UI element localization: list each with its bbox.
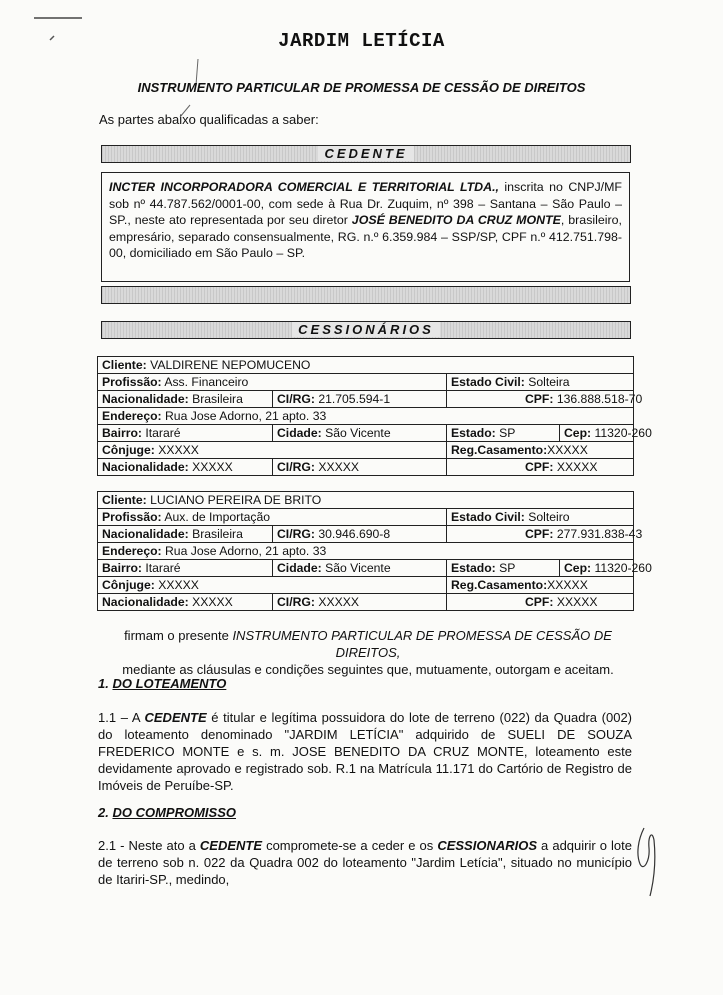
section-1-number: 1. [98,676,109,691]
conjuge-value: XXXXX [158,577,199,592]
profissao-label: Profissão: [102,374,162,389]
estado-civil-label: Estado Civil: [451,374,525,389]
cedente-box [101,172,630,282]
firmam-italic: INSTRUMENTO PARTICULAR DE PROMESSA DE CESSÃO DE DIREITOS, [232,628,612,660]
conj-cirg-label: CI/RG: [277,459,315,474]
estado-civil-label: Estado Civil: [451,509,525,524]
estado-value: SP [499,425,516,440]
table-row [98,560,634,577]
endereco-label: Endereço: [102,543,162,558]
firmam-pre: firmam o presente [124,628,233,643]
cedente-text-2: , brasileiro, empresário, separado consensualmente, RG. n.º 6.359.984 – SSP/SP, CPF n.º 412.751.798-00, domiciliado em São Paulo – SP. [109,213,622,260]
estado-civil-value: Solteira [528,374,570,389]
table-row [98,442,634,459]
clause-1-1-text: é titular e legítima possuidora do lote de terreno (022) da Quadra (002) do loteamento denominado "JARDIM LETÍCIA" adquirido de SUELI DE SOUZA FREDERICO MONTE e s. m. JOSE BENEDITO DA CRUZ MONTE, loteamento este devidamente aprovado e registrado sob. R.1 na Matrícula 11.171 do Cartório de Registro de Imóveis de Peruíbe-SP. [98,710,633,793]
firmam-paragraph [98,627,638,678]
conj-cpf-label: CPF: [525,594,554,609]
table-row [98,408,634,425]
cidade-label: Cidade: [277,425,322,440]
table-row [98,492,634,509]
reg-casamento-label: Reg.Casamento: [451,442,548,457]
bairro-label: Bairro: [102,425,142,440]
document-subtitle: INSTRUMENTO PARTICULAR DE PROMESSA DE CESSÃO DE DIREITOS [137,80,586,95]
cep-value: 11320-260 [594,560,652,575]
endereco-value: Rua Jose Adorno, 21 apto. 33 [165,408,327,423]
conj-nacionalidade-value: XXXXX [192,459,233,474]
cpf-value: 277.931.838-43 [556,526,643,541]
profissao-value: Ass. Financeiro [164,374,249,389]
clause-1-1-cedente: CEDENTE [144,710,207,725]
endereco-value: Rua Jose Adorno, 21 apto. 33 [165,543,327,558]
clause-2-1-mid: compromete-se a ceder e os [262,838,438,853]
cidade-value: São Vicente [325,560,391,575]
conj-cpf-value: XXXXX [556,594,598,609]
firmam-line2: mediante as cláusulas e condições seguintes que, mutuamente, outorgam e aceitam. [122,662,614,677]
table-row [98,543,634,560]
cirg-label: CI/RG: [277,526,315,541]
cpf-value: 136.888.518-70 [556,391,643,406]
nacionalidade-value: Brasileira [192,391,243,406]
section-1-title: DO LOTEAMENTO [112,676,227,691]
cliente-value: LUCIANO PEREIRA DE BRITO [150,492,322,507]
cessionario-table-2 [97,491,652,611]
conj-cpf-value: XXXXX [556,459,598,474]
clause-1-1 [98,709,632,794]
cedente-company: INCTER INCORPORADORA COMERCIAL E TERRITORIAL LTDA., [109,180,499,194]
reg-casamento-label: Reg.Casamento: [451,577,548,592]
table-row [98,577,634,594]
cep-label: Cep: [564,560,592,575]
clause-2-1-cessionarios: CESSIONARIOS [437,838,538,853]
cedente-director: JOSÉ BENEDITO DA CRUZ MONTE [351,213,561,227]
bairro-value: Itararé [145,425,181,440]
section-2-heading [98,805,236,820]
cedente-header-label: CEDENTE [318,146,413,161]
cpf-label: CPF: [525,391,554,406]
cedente-footer-band [101,286,631,304]
conj-cirg-value: XXXXX [318,459,359,474]
cedente-text-1: inscrita no CNPJ/MF sob nº 44.787.562/0001-00, com sede à Rua Dr. Zuquim, nº 398 – Santana – São Paulo – SP., neste ato representada por seu diretor [109,180,623,227]
cessionario-table-1 [97,356,652,476]
cirg-value: 21.705.594-1 [318,391,391,406]
nacionalidade-value: Brasileira [192,526,243,541]
clause-2-1-text: a adquirir o lote de terreno sob n. 022 da Quadra 002 do loteamento "Jardim Letícia", situado no município de Itariri-SP., medindo, [98,838,632,887]
document-title: JARDIM LETÍCIA [278,30,445,52]
estado-label: Estado: [451,425,496,440]
conj-cirg-label: CI/RG: [277,594,315,609]
nacionalidade-label: Nacionalidade: [102,391,189,406]
table-row [98,526,634,543]
clause-2-1-pre: 2.1 - Neste ato a [98,838,200,853]
profissao-value: Aux. de Importação [164,509,271,524]
conj-nacionalidade-value: XXXXX [192,594,233,609]
handwritten-initials [632,820,662,900]
table-row [98,459,634,476]
table-row [98,374,634,391]
cessionarios-header [101,321,631,339]
cirg-label: CI/RG: [277,391,315,406]
cpf-label: CPF: [525,526,554,541]
table-row [98,509,634,526]
cliente-value: VALDIRENE NEPOMUCENO [150,357,311,372]
conj-nacionalidade-label: Nacionalidade: [102,459,189,474]
conjuge-label: Cônjuge: [102,577,155,592]
table-row [98,391,634,408]
section-1-heading [98,676,226,691]
conjuge-value: XXXXX [158,442,199,457]
conjuge-label: Cônjuge: [102,442,155,457]
endereco-label: Endereço: [102,408,162,423]
cidade-value: São Vicente [325,425,391,440]
cep-label: Cep: [564,425,592,440]
table-row [98,357,634,374]
estado-civil-value: Solteiro [528,509,570,524]
section-2-title: DO COMPROMISSO [112,805,236,820]
profissao-label: Profissão: [102,509,162,524]
cidade-label: Cidade: [277,560,322,575]
cliente-label: Cliente: [102,357,147,372]
reg-casamento-value: XXXXX [547,577,588,592]
estado-value: SP [499,560,516,575]
table-row [98,425,634,442]
section-2-number: 2. [98,805,109,820]
estado-label: Estado: [451,560,496,575]
bairro-value: Itararé [145,560,181,575]
cedente-header [101,145,631,163]
clause-2-1 [98,837,632,888]
intro-text: As partes abaixo qualificadas a saber: [99,112,319,127]
reg-casamento-value: XXXXX [547,442,588,457]
clause-1-1-pre: 1.1 – A [98,710,145,725]
conj-cpf-label: CPF: [525,459,554,474]
cirg-value: 30.946.690-8 [318,526,391,541]
cliente-label: Cliente: [102,492,147,507]
nacionalidade-label: Nacionalidade: [102,526,189,541]
cep-value: 11320-260 [594,425,652,440]
bairro-label: Bairro: [102,560,142,575]
conj-nacionalidade-label: Nacionalidade: [102,594,189,609]
table-row [98,594,634,611]
cessionarios-header-label: CESSIONÁRIOS [292,322,440,337]
conj-cirg-value: XXXXX [318,594,359,609]
clause-2-1-cedente: CEDENTE [199,838,263,853]
